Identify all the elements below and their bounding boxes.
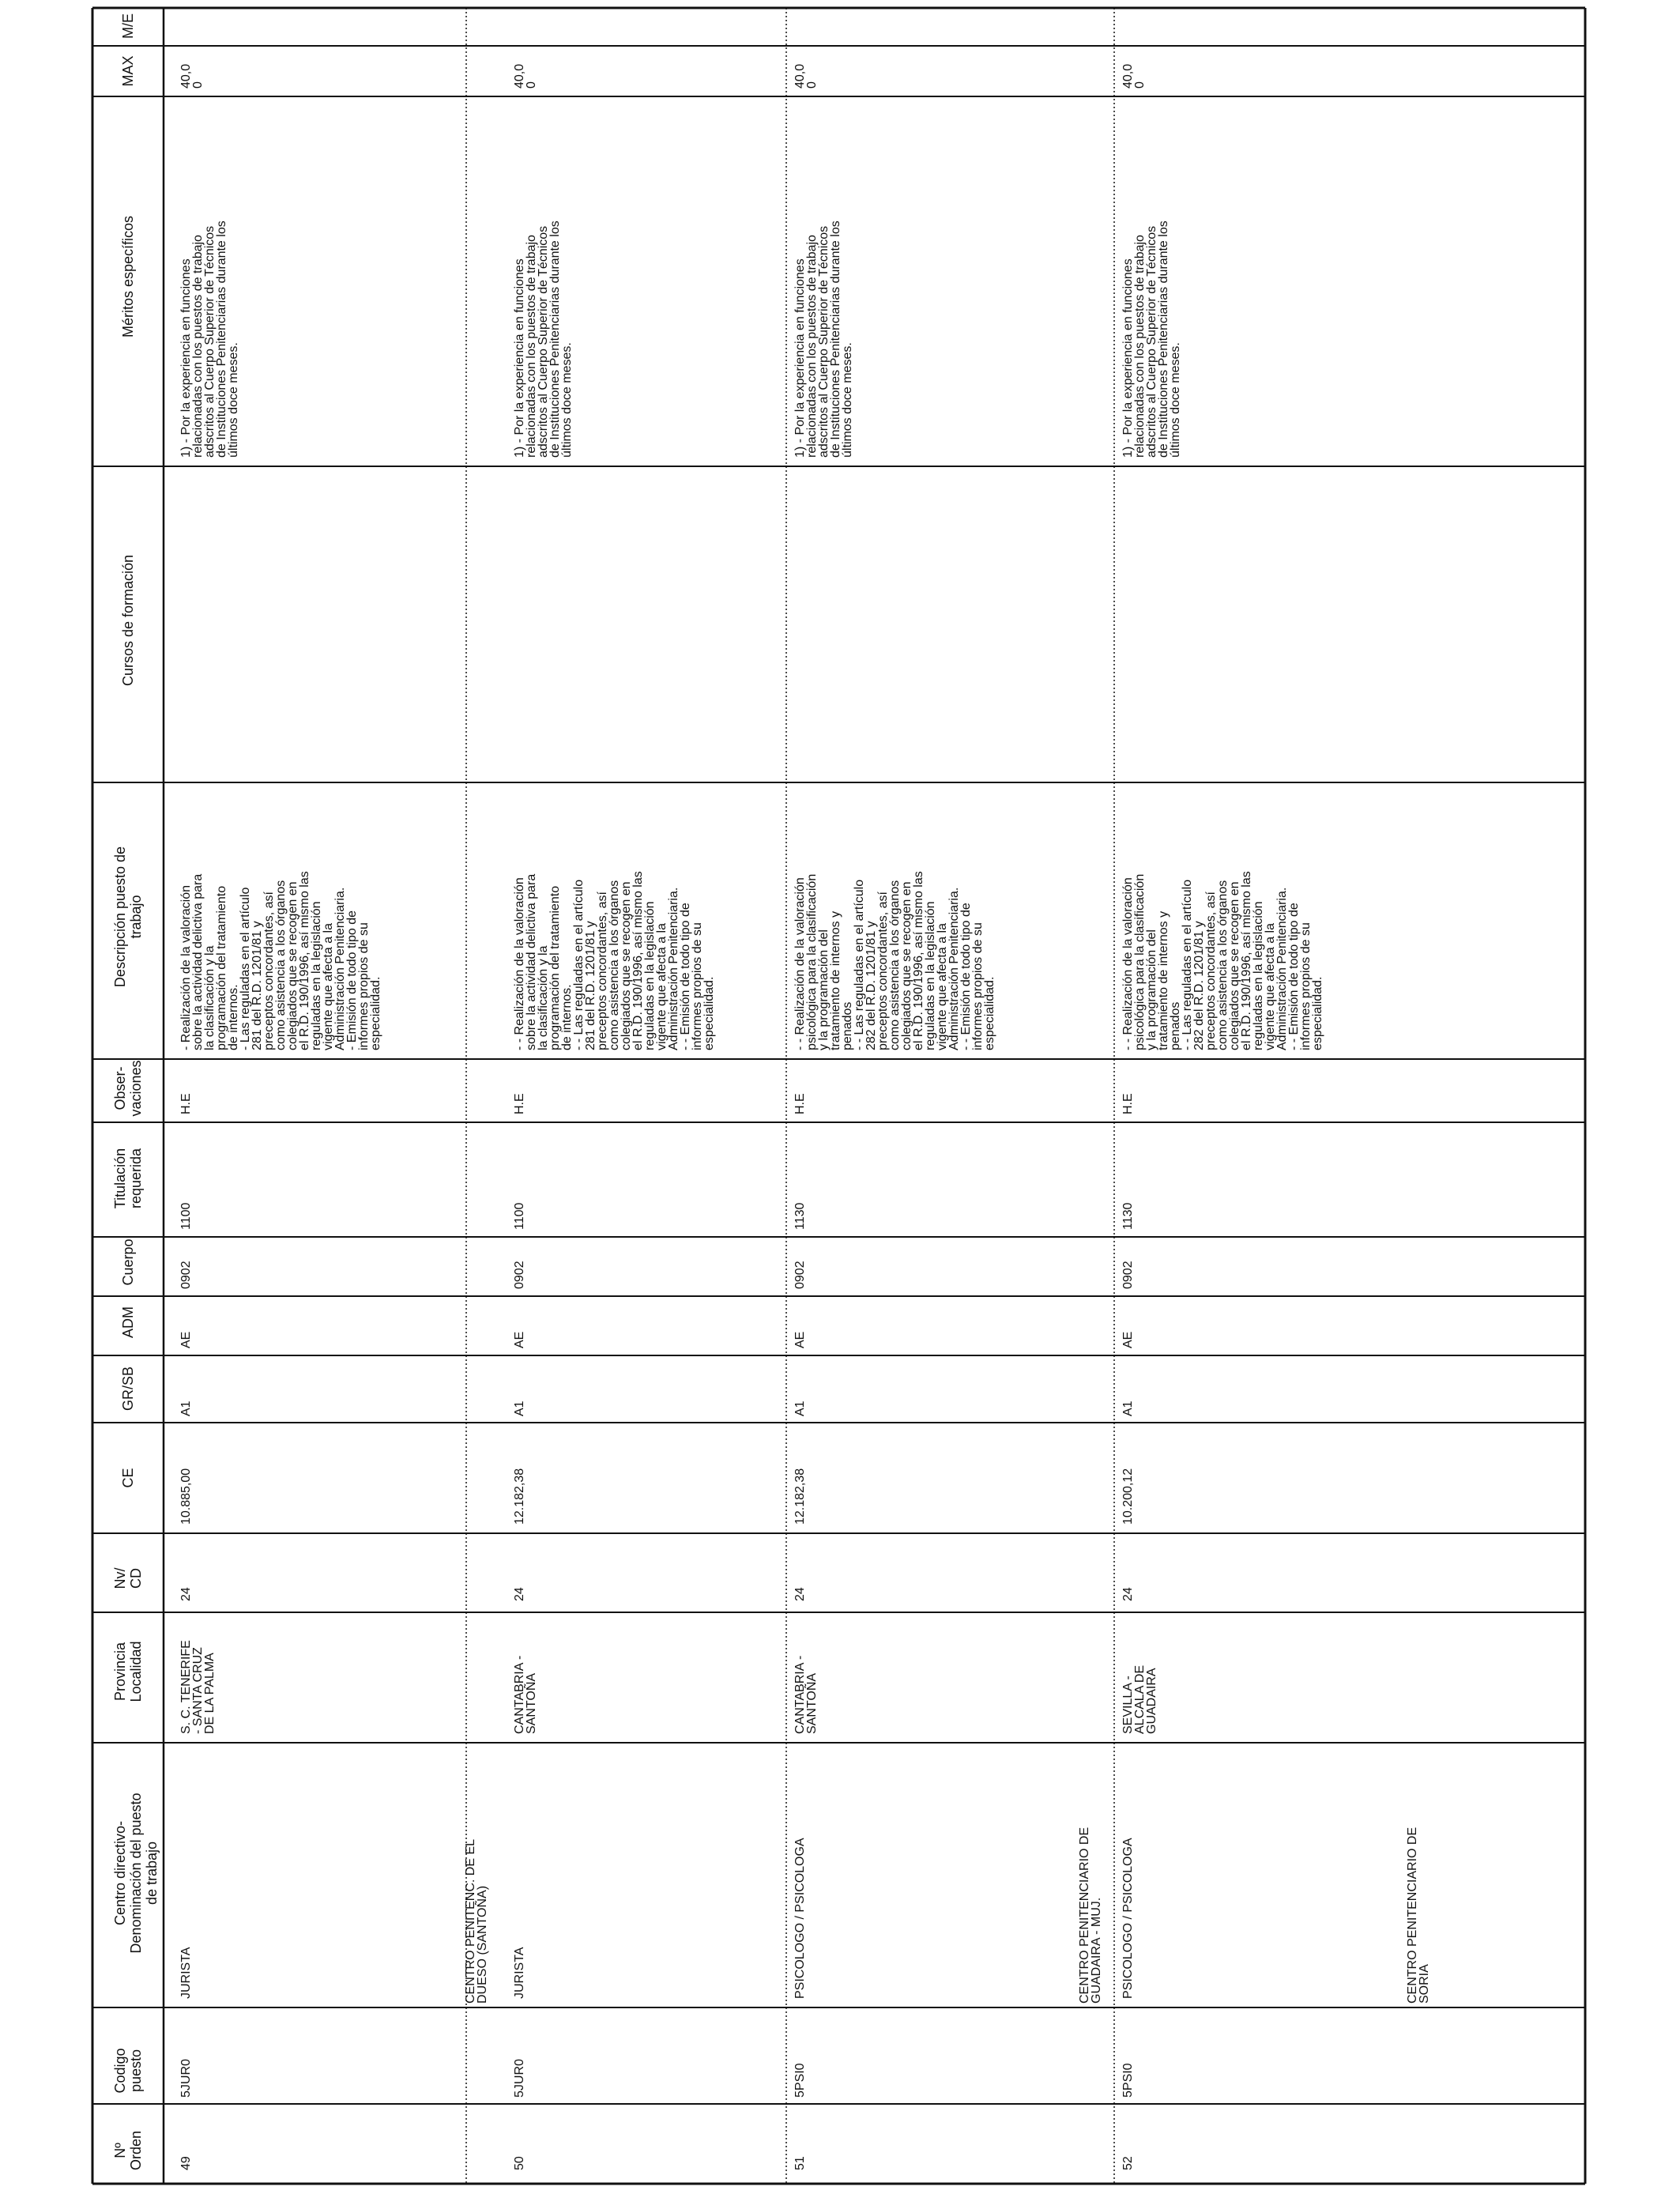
header-observaciones: Obser- vaciones bbox=[112, 1060, 144, 1117]
cell-grupo: A1 bbox=[793, 1400, 807, 1416]
cell-adm: AE bbox=[1121, 1331, 1135, 1348]
cell-meritos: 1) - Por la experiencia en funciones relacionadas con los puestos de trabajo adscritos al Cuerpo Superior de Técnicos de Instituciones Penitenciarias durante los últimos doce meses. bbox=[179, 221, 240, 458]
cell-orden: 50 bbox=[513, 2156, 526, 2170]
cell-puesto: PSICOLOGO / PSICOLOGA bbox=[1121, 1838, 1135, 1999]
cell-titulacion: 1130 bbox=[793, 1202, 807, 1230]
cell-max: 40,0 0 bbox=[179, 63, 205, 89]
header-codigo: Codigo puesto bbox=[112, 2048, 144, 2094]
header-centro: Centro directivo- Denominación del puesto de trabajo bbox=[112, 1793, 160, 1954]
cell-cuerpo: 0902 bbox=[179, 1261, 193, 1289]
cell-codigo: 5JUR0 bbox=[179, 2059, 193, 2098]
cell-nivel: 24 bbox=[793, 1587, 807, 1601]
cell-descripcion: - - Realización de la valoración psicológica para la clasificación y la programación del tratamiento de internos y penados - - Las reguladas en el artículo 282 del R.D. 1201/81 y preceptos concordantes, así como asistencia a los órganos colegiados que se recogen en el R.D. 190/1996, así mismo las reguladas en la legislación vigente que afecta a la Administración Penitenciaria. - - Emisión de todo tipo de informes propios de su especialidad. bbox=[793, 871, 996, 1050]
cell-grupo: A1 bbox=[1121, 1400, 1135, 1416]
cell-ce: 12.182,38 bbox=[513, 1468, 526, 1525]
header-orden: Nº Orden bbox=[112, 2130, 144, 2171]
header-provincia: Provincia Localidad bbox=[112, 1641, 144, 1702]
cell-observaciones: H.E bbox=[513, 1093, 526, 1114]
header-titulacion: Titulación requerida bbox=[112, 1148, 144, 1209]
cell-observaciones: H.E bbox=[793, 1093, 807, 1114]
cell-meritos: 1) - Por la experiencia en funciones relacionadas con los puestos de trabajo adscritos al Cuerpo Superior de Técnicos de Instituciones Penitenciarias durante los últimos doce meses. bbox=[513, 221, 574, 458]
cell-ce: 10.200,12 bbox=[1121, 1468, 1135, 1525]
cell-codigo: 5JUR0 bbox=[513, 2059, 526, 2098]
cell-nivel: 24 bbox=[179, 1587, 193, 1601]
cell-adm: AE bbox=[513, 1331, 526, 1348]
cell-orden: 52 bbox=[1121, 2156, 1135, 2170]
cell-max: 40,0 0 bbox=[513, 63, 538, 89]
header-ce: CE bbox=[120, 1468, 136, 1488]
cell-nivel: 24 bbox=[1121, 1587, 1135, 1601]
cell-max: 40,0 0 bbox=[1121, 63, 1147, 89]
cell-ce: 12.182,38 bbox=[793, 1468, 807, 1525]
cell-meritos: 1) - Por la experiencia en funciones relacionadas con los puestos de trabajo adscritos al Cuerpo Superior de Técnicos de Instituciones Penitenciarias durante los últimos doce meses. bbox=[793, 221, 854, 458]
cell-provincia: CANTABRIA - SANTOÑA bbox=[513, 1655, 538, 1734]
cell-centro-directivo: CENTRO PENITENC. DE EL DUESO (SANTOÑA) bbox=[464, 1838, 489, 2004]
header-meritos: Méritos específicos bbox=[120, 215, 136, 338]
header-cursos: Cursos de formación bbox=[120, 554, 136, 687]
cell-grupo: A1 bbox=[513, 1400, 526, 1416]
cell-descripcion: - - Realización de la valoración psicológica para la clasificación y la programación del tratamiento de internos y penados - - Las reguladas en el artículo 282 del R.D. 1201/81 y preceptos concordantes, así como asistencia a los órganos colegiados que se recogen en el R.D. 190/1996, así mismo las reguladas en la legislación vigente que afecta a la Administración Penitenciaria. - - Emisión de todo tipo de informes propios de su especialidad. bbox=[1121, 871, 1324, 1050]
cell-cuerpo: 0902 bbox=[1121, 1261, 1135, 1289]
header-max: MAX bbox=[120, 55, 136, 87]
header-descripcion: Descripción puesto de trabajo bbox=[112, 846, 144, 988]
header-nivel: Nv/ CD bbox=[112, 1567, 144, 1589]
cell-orden: 51 bbox=[793, 2156, 807, 2170]
cell-grupo: A1 bbox=[179, 1400, 193, 1416]
cell-centro-directivo: CENTRO PENITENCIARIO DE GUADAIRA - MUJ. bbox=[1078, 1826, 1103, 2004]
cell-cuerpo: 0902 bbox=[793, 1261, 807, 1289]
cell-codigo: 5PSI0 bbox=[1121, 2063, 1135, 2098]
cell-titulacion: 1130 bbox=[1121, 1202, 1135, 1230]
cell-puesto: JURISTA bbox=[179, 1947, 193, 1999]
cell-titulacion: 1100 bbox=[513, 1202, 526, 1230]
cell-adm: AE bbox=[793, 1331, 807, 1348]
cell-ce: 10.885,00 bbox=[179, 1468, 193, 1525]
cell-puesto: PSICOLOGO / PSICOLOGA bbox=[793, 1838, 807, 1999]
cell-codigo: 5PSI0 bbox=[793, 2063, 807, 2098]
cell-centro-directivo: CENTRO PENITENCIARIO DE SORIA bbox=[1406, 1826, 1431, 2004]
header-adm: ADM bbox=[120, 1306, 136, 1338]
cell-observaciones: H.E bbox=[179, 1093, 193, 1114]
cell-puesto: JURISTA bbox=[513, 1947, 526, 1999]
cell-provincia: CANTABRIA - SANTOÑA bbox=[793, 1655, 819, 1734]
cell-descripcion: - - Realización de la valoración sobre la actividad delictiva para la clasificación y la programación del tratamiento de internos. - - Las reguladas en el artículo 281 del R.D. 1201/81 y preceptos concordantes, así como asistencia a los órganos colegiados que se recogen en el R.D. 190/1996, así mismo las reguladas en la legislación vigente que afecta a la Administración Penitenciaria. - - Emisión de todo tipo de informes propios de su especialidad. bbox=[513, 871, 716, 1050]
cell-provincia: SEVILLA - ALCALA DE GUADAIRA bbox=[1121, 1664, 1158, 1734]
header-me: M/E bbox=[120, 13, 136, 40]
cell-descripcion: - Realización de la valoración sobre la actividad delictiva para la clasificación y la programación del tratamiento de internos. - Las reguladas en el artículo 281 del R.D. 1201/81 y preceptos concordantes, así como asistencia a los órganos colegiados que se recogen en el R.D. 190/1996, así mismo las reguladas en la legislación vigente que afecta a la Administración Penitenciaria. - Emisión de todo tipo de informes propios de su especialidad. bbox=[179, 871, 382, 1050]
cell-provincia: S. C. TENERIFE - SANTA CRUZ DE LA PALMA bbox=[179, 1640, 217, 1734]
cell-max: 40,0 0 bbox=[793, 63, 819, 89]
header-cuerpo: Cuerpo bbox=[120, 1238, 136, 1286]
cell-meritos: 1) - Por la experiencia en funciones relacionadas con los puestos de trabajo adscritos al Cuerpo Superior de Técnicos de Instituciones Penitenciarias durante los últimos doce meses. bbox=[1121, 221, 1182, 458]
cell-observaciones: H.E bbox=[1121, 1093, 1135, 1114]
header-grupo: GR/SB bbox=[120, 1367, 136, 1412]
cell-nivel: 24 bbox=[513, 1587, 526, 1601]
cell-titulacion: 1100 bbox=[179, 1202, 193, 1230]
cell-adm: AE bbox=[179, 1331, 193, 1348]
cell-orden: 49 bbox=[179, 2156, 193, 2170]
cell-cuerpo: 0902 bbox=[513, 1261, 526, 1289]
